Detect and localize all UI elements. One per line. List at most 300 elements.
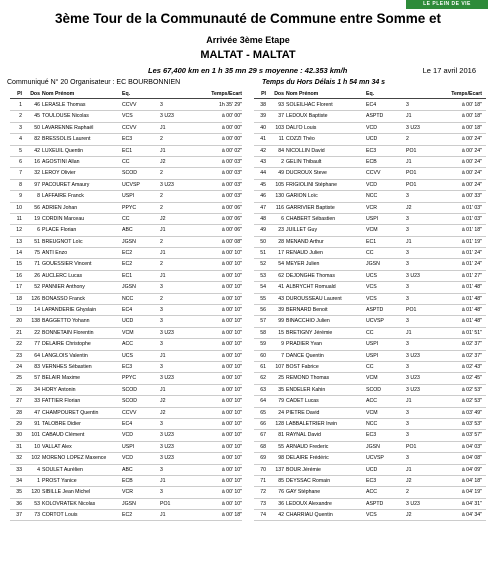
cell-dos: 99 [278, 318, 284, 325]
table-row [10, 453, 242, 464]
cell-dos: 73 [34, 512, 40, 519]
table-row [254, 214, 486, 225]
cell-dos: 45 [34, 113, 40, 120]
cell-time: à 04' 03" [461, 443, 482, 450]
table-row [10, 214, 242, 225]
cell-pl: 53 [260, 272, 266, 279]
table-row [254, 499, 486, 510]
cell-eq: UCD [366, 136, 378, 143]
sponsor-logo-left [205, 0, 267, 8]
cell-cat: PO1 [406, 443, 417, 450]
cell-cat: J1 [406, 113, 412, 120]
stage-route: MALTAT - MALTAT [200, 49, 296, 61]
table-row [10, 476, 242, 487]
cell-pl: 50 [260, 238, 266, 245]
cell-pl: 41 [260, 136, 266, 143]
header-eq: Eq. [122, 91, 131, 97]
cell-cat: 3 [160, 318, 163, 325]
cell-name: MENAND Arthur [286, 238, 324, 245]
cell-time: à 00' 10" [221, 261, 242, 268]
cell-name: LAPANDERIE Ghyslain [42, 307, 97, 314]
cell-time: à 03' 53" [461, 420, 482, 427]
cell-name: BERNARD Benoit [286, 307, 328, 314]
cell-cat: 3 [160, 466, 163, 473]
cell-eq: EC2 [122, 250, 133, 257]
cell-dos: 42 [34, 147, 40, 154]
sponsor-logo-right: LE PLEIN DE VIE [406, 0, 488, 9]
cell-dos: 137 [275, 466, 284, 473]
cell-dos: 39 [278, 307, 284, 314]
cell-time: à 00' 24" [461, 158, 482, 165]
cell-cat: 3 [406, 261, 409, 268]
cell-name: GOUESSIER Vincent [42, 261, 92, 268]
table-row [10, 157, 242, 168]
cell-name: BAGGETTO Yohann [42, 318, 90, 325]
cell-dos: 138 [31, 318, 40, 325]
cell-eq: VCR [366, 204, 377, 211]
cell-name: ANTI Enzo [42, 250, 68, 257]
cell-name: CHABERT Sébastien [286, 215, 336, 222]
cell-time: à 00' 10" [221, 398, 242, 405]
cell-pl: 58 [260, 329, 266, 336]
cell-time: à 01' 48" [461, 284, 482, 291]
cell-time: à 04' 18" [461, 477, 482, 484]
cell-name: PANNIER Anthony [42, 284, 85, 291]
time-limit-info: Temps du Hors Délais 1 h 54 mn 34 s [262, 79, 386, 86]
cell-pl: 31 [16, 443, 22, 450]
table-row [10, 123, 242, 134]
table-row [254, 510, 486, 521]
cell-time: à 00' 18" [461, 124, 482, 131]
header-cat [406, 90, 438, 98]
cell-time: à 03' 49" [461, 409, 482, 416]
cell-cat: J1 [160, 477, 166, 484]
table-row [254, 328, 486, 339]
cell-eq: ABC [122, 227, 133, 234]
cell-cat: 3 [406, 409, 409, 416]
cell-eq: VCS [122, 113, 133, 120]
cell-time: à 01' 18" [461, 227, 482, 234]
cell-pl: 21 [16, 329, 22, 336]
cell-dos: 120 [31, 489, 40, 496]
cell-eq: JGSN [366, 443, 380, 450]
cell-eq: NCC [366, 420, 378, 427]
cell-eq: NCC [366, 193, 378, 200]
table-row [10, 430, 242, 441]
cell-dos: 107 [275, 363, 284, 370]
table-row [254, 430, 486, 441]
table-row [254, 134, 486, 145]
cell-eq: EC3 [366, 147, 377, 154]
cell-dos: 103 [275, 124, 284, 131]
cell-dos: 81 [278, 432, 284, 439]
cell-eq: ASPTD [366, 113, 384, 120]
table-row [254, 294, 486, 305]
cell-time: à 04' 19" [461, 489, 482, 496]
cell-dos: 32 [34, 170, 40, 177]
cell-time: à 00' 02" [221, 147, 242, 154]
cell-eq: CC [122, 158, 130, 165]
cell-name: SOULET Aurélien [42, 466, 83, 473]
cell-pl: 47 [260, 204, 266, 211]
table-row [10, 259, 242, 270]
cell-eq: JGSN [122, 284, 136, 291]
table-row [10, 271, 242, 282]
cell-dos: 11 [278, 136, 284, 143]
cell-name: REMOND Thomas [286, 375, 330, 382]
table-row [254, 453, 486, 464]
cell-pl: 17 [16, 284, 22, 291]
cell-time: à 01' 03" [461, 204, 482, 211]
cell-name: LEDOUX Alexandre [286, 500, 332, 507]
table-row [10, 316, 242, 327]
cell-eq: ASPTD [366, 307, 384, 314]
cell-pl: 61 [260, 363, 266, 370]
cell-cat: 3 U23 [406, 386, 420, 393]
cell-name: DANCE Quentin [286, 352, 324, 359]
cell-time: à 02' 43" [461, 363, 482, 370]
cell-cat: J1 [160, 124, 166, 131]
cell-name: DELAIRE Christophe [42, 341, 91, 348]
cell-pl: 25 [16, 375, 22, 382]
cell-dos: 2 [281, 158, 284, 165]
cell-eq: CC [122, 215, 130, 222]
table-row [10, 237, 242, 248]
header-dos: Dos [274, 91, 284, 97]
cell-time: à 01' 48" [461, 295, 482, 302]
cell-time: à 04' 08" [461, 455, 482, 462]
cell-cat: 3 [160, 307, 163, 314]
cell-name: SOLEILHAC Florent [286, 102, 333, 108]
cell-eq: EC1 [122, 272, 133, 279]
cell-name: MEYER Julien [286, 261, 320, 268]
cell-cat: 3 [406, 432, 409, 439]
cell-name: BONNETAIN Florentin [42, 329, 94, 336]
cell-time: à 01' 19" [461, 238, 482, 245]
cell-dos: 84 [278, 147, 284, 154]
cell-pl: 26 [16, 386, 22, 393]
cell-pl: 51 [260, 250, 266, 257]
cell-name: COZZI Théo [286, 136, 315, 143]
cell-pl: 3 [19, 124, 22, 131]
cell-dos: 105 [275, 181, 284, 188]
table-row [254, 339, 486, 350]
cell-name: LAVARENNE Raphaël [42, 124, 94, 131]
cell-eq: JGSN [366, 261, 380, 268]
cell-eq: VCD [122, 432, 133, 439]
cell-cat: 3 [406, 102, 409, 108]
cell-eq: ECB [122, 477, 133, 484]
cell-dos: 6 [281, 215, 284, 222]
cell-dos: 25 [278, 375, 284, 382]
table-row [10, 351, 242, 362]
cell-time: à 00' 10" [221, 443, 242, 450]
cell-dos: 17 [278, 250, 284, 257]
cell-name: GARRIVIER Baptiste [286, 204, 335, 211]
cell-cat: 3 [406, 193, 409, 200]
cell-time: 1h 35' 29" [218, 102, 242, 108]
cell-time: à 00' 10" [221, 375, 242, 382]
cell-time: à 01' 48" [461, 318, 482, 325]
cell-dos: 101 [31, 432, 40, 439]
cell-eq: USPI [122, 443, 135, 450]
cell-dos: 56 [34, 204, 40, 211]
table-row [254, 248, 486, 259]
cell-cat: 3 [160, 420, 163, 427]
cell-pl: 72 [260, 489, 266, 496]
cell-time: à 00' 03" [221, 193, 242, 200]
table-row [10, 305, 242, 316]
cell-pl: 40 [260, 124, 266, 131]
cell-pl: 67 [260, 432, 266, 439]
cell-cat: 3 U23 [406, 352, 420, 359]
cell-name: DEJONGHE Thomas [286, 272, 335, 279]
cell-eq: UCD [122, 318, 134, 325]
cell-eq: EC2 [122, 261, 133, 268]
cell-cat: J1 [406, 329, 412, 336]
cell-time: à 00' 18" [221, 512, 242, 519]
header-time: Temps/Ecart [451, 91, 482, 97]
cell-name: KOLOVRATEK Nicolas [42, 500, 96, 507]
cell-name: ENDELER Kahin [286, 386, 326, 393]
cell-eq: EC2 [122, 512, 133, 519]
cell-name: CORDIN Marceau [42, 215, 85, 222]
cell-time: à 00' 33" [461, 193, 482, 200]
cell-name: LEROY Olivier [42, 170, 76, 177]
cell-pl: 44 [260, 170, 266, 177]
cell-eq: UCVSP [366, 318, 384, 325]
cell-dos: 26 [34, 272, 40, 279]
cell-pl: 37 [16, 512, 22, 519]
cell-pl: 64 [260, 398, 266, 405]
cell-eq: CCVV [122, 102, 137, 108]
cell-pl: 5 [19, 147, 22, 154]
cell-dos: 53 [34, 500, 40, 507]
cell-pl: 65 [260, 409, 266, 416]
cell-name: JUILLET Guy [286, 227, 318, 234]
table-row [10, 362, 242, 373]
cell-dos: 19 [34, 215, 40, 222]
cell-pl: 30 [16, 432, 22, 439]
cell-eq: ABC [122, 466, 133, 473]
table-row [254, 373, 486, 384]
table-row [10, 294, 242, 305]
cell-name: BOST Fabrice [286, 363, 319, 370]
cell-name: LUXEUIL Quentin [42, 147, 84, 154]
cell-dos: 52 [34, 284, 40, 291]
cell-pl: 69 [260, 455, 266, 462]
cell-dos: 47 [34, 409, 40, 416]
cell-pl: 32 [16, 455, 22, 462]
cell-pl: 24 [16, 363, 22, 370]
cell-pl: 73 [260, 500, 266, 507]
table-row [10, 168, 242, 179]
cell-time: à 00' 06" [221, 215, 242, 222]
cell-dos: 28 [278, 238, 284, 245]
cell-dos: 14 [34, 307, 40, 314]
cell-name: GAY Stéphane [286, 489, 321, 496]
cell-pl: 15 [16, 261, 22, 268]
cell-dos: 15 [278, 329, 284, 336]
cell-name: GELIN Thibault [286, 158, 322, 165]
cell-eq: CCVV [122, 124, 137, 131]
cell-time: à 00' 08" [221, 238, 242, 245]
cell-pl: 33 [16, 466, 22, 473]
cell-eq: EC3 [366, 477, 377, 484]
cell-eq: ACC [366, 489, 377, 496]
cell-cat: 3 [160, 341, 163, 348]
cell-eq: USPI [366, 352, 379, 359]
cell-cat: 2 [406, 489, 409, 496]
cell-pl: 12 [16, 227, 22, 234]
cell-pl: 56 [260, 307, 266, 314]
cell-eq: NCC [122, 295, 134, 302]
cell-dos: 43 [278, 295, 284, 302]
cell-pl: 18 [16, 295, 22, 302]
cell-eq: EC4 [122, 420, 133, 427]
cell-dos: 77 [34, 341, 40, 348]
stage-subtitle: Arrivée 3ème Etape [206, 35, 290, 45]
cell-eq: CCVV [366, 170, 381, 177]
cell-name: BRESSOLIS Laurent [42, 136, 91, 143]
cell-dos: 23 [278, 227, 284, 234]
cell-cat: J1 [406, 238, 412, 245]
header-name: Nom Prénom [42, 91, 75, 97]
cell-cat: 2 [160, 261, 163, 268]
cell-dos: 130 [275, 193, 284, 200]
cell-time: à 00' 03" [221, 158, 242, 165]
cell-dos: 93 [278, 102, 284, 108]
cell-pl: 66 [260, 420, 266, 427]
cell-dos: 85 [278, 477, 284, 484]
cell-name: CHARRIAU Quentin [286, 512, 333, 519]
cell-eq: EC4 [122, 307, 133, 314]
cell-name: PACOURET Amaury [42, 181, 90, 188]
cell-cat: J1 [406, 398, 412, 405]
cell-dos: 62 [278, 272, 284, 279]
cell-name: LAFFAIRE Franck [42, 193, 84, 200]
cell-dos: 10 [34, 443, 40, 450]
cell-pl: 1 [19, 102, 22, 108]
cell-name: TOULOUSE Nicolas [42, 113, 89, 120]
cell-eq: UCVSP [366, 455, 384, 462]
cell-pl: 70 [260, 466, 266, 473]
cell-eq: VCS [366, 295, 377, 302]
cell-eq: VCM [366, 227, 378, 234]
table-row [254, 351, 486, 362]
cell-pl: 2 [19, 113, 22, 120]
cell-dos: 75 [34, 250, 40, 257]
cell-time: à 02' 37" [461, 341, 482, 348]
race-stats: Les 67,400 km en 1 h 35 mn 29 s moyenne : 42.353 km/h [148, 66, 348, 75]
cell-name: AUCLERC Lucas [42, 272, 83, 279]
table-row [10, 408, 242, 419]
cell-eq: UCS [366, 272, 377, 279]
cell-cat: 3 [406, 363, 409, 370]
table-row [254, 111, 486, 122]
cell-name: CORTOT Louis [42, 512, 78, 519]
table-row [10, 100, 242, 111]
table-row [254, 203, 486, 214]
cell-cat: 3 [406, 215, 409, 222]
table-row [10, 465, 242, 476]
cell-pl: 36 [16, 500, 22, 507]
cell-time: à 02' 37" [461, 352, 482, 359]
cell-dos: 34 [34, 386, 40, 393]
cell-time: à 01' 03" [461, 215, 482, 222]
cell-cat: J1 [160, 227, 166, 234]
cell-time: à 00' 00" [221, 136, 242, 143]
cell-dos: 9 [281, 341, 284, 348]
cell-dos: 46 [34, 102, 40, 108]
cell-pl: 11 [16, 215, 22, 222]
table-row [254, 305, 486, 316]
cell-name: BELAIR Maxime [42, 375, 81, 382]
cell-eq: VCD [122, 455, 133, 462]
cell-pl: 45 [260, 181, 266, 188]
cell-cat: 3 [406, 341, 409, 348]
cell-pl: 68 [260, 443, 266, 450]
cell-eq: JGSN [122, 500, 136, 507]
cell-eq: EC3 [122, 363, 133, 370]
cell-time: à 00' 10" [221, 307, 242, 314]
cell-time: à 00' 10" [221, 409, 242, 416]
table-row [10, 510, 242, 521]
cell-dos: 37 [278, 113, 284, 120]
cell-name: BONASSO Franck [42, 295, 85, 302]
table-row [10, 225, 242, 236]
table-row [254, 408, 486, 419]
table-row [254, 259, 486, 270]
cell-cat: 2 [160, 238, 163, 245]
cell-dos: 82 [34, 136, 40, 143]
table-row [254, 282, 486, 293]
cell-eq: SCOD [122, 170, 137, 177]
results-body-right [254, 100, 486, 521]
cell-name: GARION Loïc [286, 193, 318, 200]
cell-cat: J2 [160, 409, 166, 416]
cell-pl: 7 [19, 170, 22, 177]
cell-cat: J1 [160, 250, 166, 257]
cell-cat: J1 [160, 386, 166, 393]
cell-time: à 00' 00" [221, 124, 242, 131]
cell-dos: 22 [34, 329, 40, 336]
cell-pl: 74 [260, 512, 266, 519]
table-row [254, 157, 486, 168]
cell-dos: 6 [37, 227, 40, 234]
cell-time: à 00' 10" [221, 455, 242, 462]
cell-pl: 27 [16, 398, 22, 405]
cell-cat: 3 [406, 318, 409, 325]
cell-name: PLACE Florian [42, 227, 77, 234]
cell-eq: SCOD [122, 386, 137, 393]
table-row [10, 328, 242, 339]
table-row [10, 134, 242, 145]
cell-pl: 13 [16, 238, 22, 245]
cell-name: BRETIGNY Jérémie [286, 329, 333, 336]
cell-eq: VCD [366, 124, 377, 131]
table-row [254, 146, 486, 157]
table-row [254, 316, 486, 327]
cell-time: à 00' 24" [461, 147, 482, 154]
cell-cat: J2 [160, 398, 166, 405]
cell-cat: 2 [160, 193, 163, 200]
cell-eq: PPYC [122, 204, 137, 211]
cell-cat: PO1 [406, 147, 417, 154]
cell-pl: 6 [19, 158, 22, 165]
cell-name: LANGLOIS Valentin [42, 352, 88, 359]
cell-name: DUROUSSEAU Laurent [286, 295, 342, 302]
